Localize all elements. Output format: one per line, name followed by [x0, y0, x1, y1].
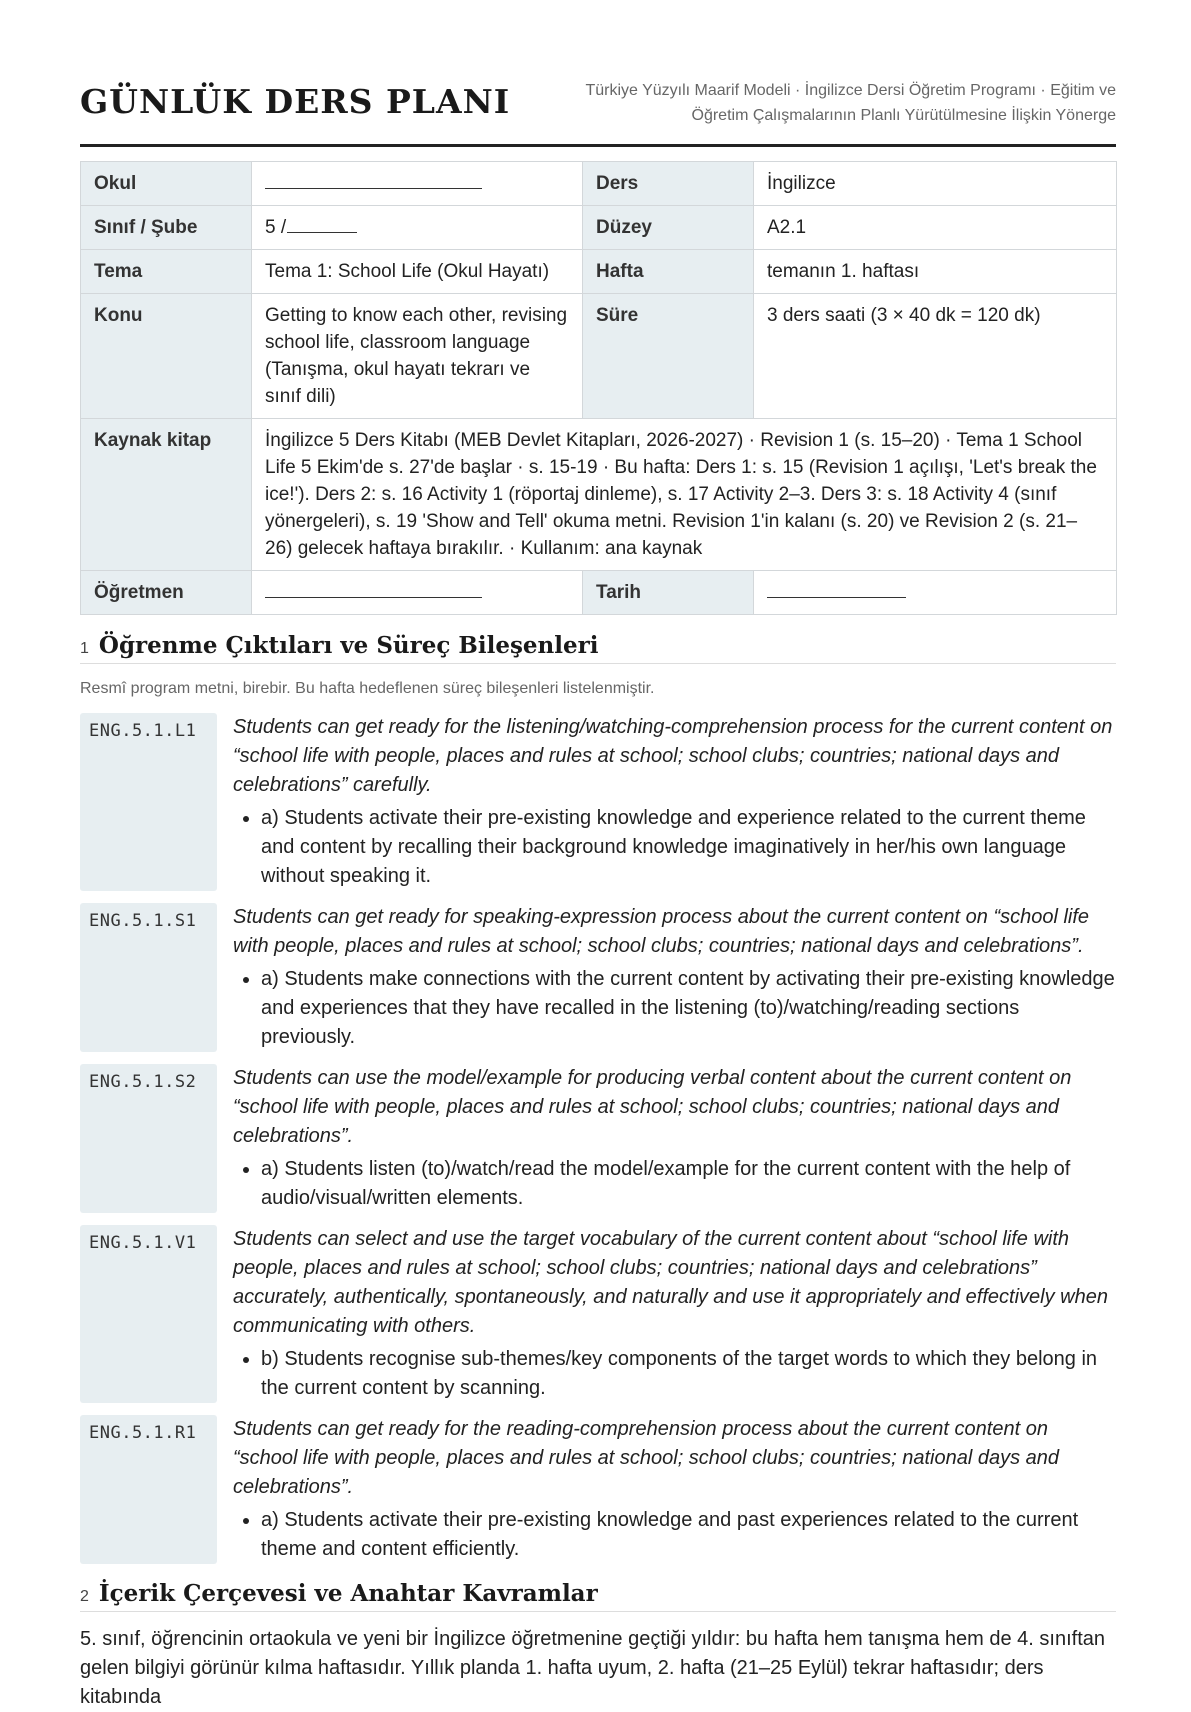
section-1-heading [80, 632, 1116, 664]
duzey-value: A2.1 [754, 206, 1117, 250]
okul-field[interactable] [252, 162, 583, 206]
outcome-component: • a) Students listen (to)/watch/read the model/example for the current content with the help of audio/visual/written elements. [261, 1155, 1116, 1213]
outcome-component: • a) Students activate their pre-existing knowledge and experience related to the current theme and content by recalling their background knowledge imaginatively in her/his own language without speaking it. [261, 804, 1116, 891]
info-row-konu [81, 294, 1117, 419]
program-reference: Türkiye Yüzyılı Maarif Modeli · İngilizce Dersi Öğretim Programı · Eğitim ve Öğretim Çalışmalarının Planlı Yürütülmesine İlişkin Yönerge [585, 82, 1116, 124]
duzey-label: Düzey [583, 206, 754, 250]
outcome-code: ENG.5.1.S1 [80, 903, 217, 1052]
section-2-title: İçerik Çerçevesi ve Anahtar Kavramlar [98, 1580, 598, 1607]
tarih-label: Tarih [583, 571, 754, 615]
sinif-field[interactable] [252, 206, 583, 250]
okul-blank [265, 170, 482, 189]
outcome-item [80, 1064, 1116, 1213]
tarih-field[interactable] [754, 571, 1117, 615]
outcome-code: ENG.5.1.R1 [80, 1415, 217, 1564]
info-row-kaynak [81, 419, 1117, 571]
section-1-title: Öğrenme Çıktıları ve Süreç Bileşenleri [98, 632, 599, 659]
outcome-component: • a) Students activate their pre-existing knowledge and past experiences related to the current theme and content efficiently. [261, 1506, 1116, 1564]
sube-blank [287, 214, 357, 233]
outcome-code: ENG.5.1.L1 [80, 713, 217, 891]
outcome-component: • a) Students make connections with the current content by activating their pre-existing knowledge and experiences that they have recalled in the listening (to)/watching/reading sections previously. [261, 965, 1116, 1052]
outcome-code: ENG.5.1.V1 [80, 1225, 217, 1403]
section-2-text: 5. sınıf, öğrencinin ortaokula ve yeni bir İngilizce öğretmenine geçtiği yıldır: bu hafta hem tanışma hem de 4. sınıftan gelen bilgiyi görünür kılma haftasıdır. Yıllık planda 1. hafta uyum, 2. hafta (21–25 Eylül) tekrar haftasıdır; ders kitabında [80, 1628, 1105, 1708]
outcome-code: ENG.5.1.S2 [80, 1064, 217, 1213]
ogretmen-blank [265, 579, 482, 598]
kaynak-value: İngilizce 5 Ders Kitabı (MEB Devlet Kitapları, 2026-2027) · Revision 1 (s. 15–20) · Tema 1 School Life 5 Ekim'de s. 27'de başlar · s. 15-19 · Bu hafta: Ders 1: s. 15 (Revision 1 açılışı, 'Let's break the ice!'). Ders 2: s. 16 Activity 1 (röportaj dinleme), s. 17 Activity 2–3. Ders 3: s. 18 Activity 4 (sınıf yönergeleri), s. 19 'Show and Tell' okuma metni. Revision 1'in kalanı (s. 20) ve Revision 2 (s. 21–26) gelecek haftaya bırakılır. · Kullanım: ana kaynak [252, 419, 1117, 571]
section-1-note: Resmî program metni, birebir. Bu hafta hedeflenen süreç bileşenleri listelenmiştir. [80, 680, 655, 697]
document-header [80, 76, 1116, 147]
konu-value: Getting to know each other, revising school life, classroom language (Tanışma, okul hayatı tekrarı ve sınıf dili) [252, 294, 583, 419]
page-title: GÜNLÜK DERS PLANI [80, 82, 511, 121]
tema-label: Tema [81, 250, 252, 294]
outcome-body [233, 1225, 1116, 1403]
outcome-text: Students can select and use the target vocabulary of the current content about “school life with people, places and rules at school; school clubs; countries; national days and celebrations” accurately, authentically, spontaneously, and naturally and use it appropriately and effectively when communicating with others. [233, 1228, 1108, 1337]
outcome-components [233, 1155, 1116, 1213]
outcome-components [233, 965, 1116, 1052]
outcome-item [80, 713, 1116, 891]
sure-value: 3 ders saati (3 × 40 dk = 120 dk) [754, 294, 1117, 419]
ders-label: Ders [583, 162, 754, 206]
outcome-text: Students can get ready for speaking-expression process about the current content on “school life with people, places and rules at school; school clubs; countries; national days and celebrations”. [233, 906, 1090, 957]
outcome-item [80, 1225, 1116, 1403]
ders-value: İngilizce [754, 162, 1117, 206]
ogretmen-field[interactable] [252, 571, 583, 615]
sure-label: Süre [583, 294, 754, 419]
outcome-component: • b) Students recognise sub-themes/key components of the target words to which they belong in the current content by scanning. [261, 1345, 1116, 1403]
tarih-blank [767, 579, 906, 598]
outcome-components [233, 1506, 1116, 1564]
section-2-number: 2 [80, 1588, 89, 1605]
outcome-text: Students can get ready for the reading-comprehension process about the current content on “school life with people, places and rules at school; school clubs; countries; national days and celebrations”. [233, 1418, 1060, 1498]
sinif-value: 5 / [265, 217, 287, 238]
outcome-components [233, 804, 1116, 891]
section-1-number: 1 [80, 640, 89, 657]
outcome-item [80, 1415, 1116, 1564]
section-2-heading [80, 1580, 1116, 1612]
outcome-text: Students can get ready for the listening/watching-comprehension process for the current content on “school life with people, places and rules at school; school clubs; countries; national days and celebrations” carefully. [233, 716, 1113, 796]
info-row-okul [81, 162, 1117, 206]
outcome-components [233, 1345, 1116, 1403]
ogretmen-label: Öğretmen [81, 571, 252, 615]
kaynak-label: Kaynak kitap [81, 419, 252, 571]
outcome-text: Students can use the model/example for producing verbal content about the current content on “school life with people, places and rules at school; school clubs; countries; national days and celebrations”. [233, 1067, 1072, 1147]
tema-value: Tema 1: School Life (Okul Hayatı) [252, 250, 583, 294]
info-row-ogretmen [81, 571, 1117, 615]
hafta-label: Hafta [583, 250, 754, 294]
outcome-body [233, 903, 1116, 1052]
info-row-sinif [81, 206, 1117, 250]
outcome-body [233, 1064, 1116, 1213]
sinif-label: Sınıf / Şube [81, 206, 252, 250]
hafta-value: temanın 1. haftası [754, 250, 1117, 294]
outcome-body [233, 1415, 1116, 1564]
info-row-tema [81, 250, 1117, 294]
outcome-list [80, 713, 1116, 1576]
okul-label: Okul [81, 162, 252, 206]
outcome-body [233, 713, 1116, 891]
konu-label: Konu [81, 294, 252, 419]
lesson-info-table [80, 161, 1117, 615]
outcome-item [80, 903, 1116, 1052]
